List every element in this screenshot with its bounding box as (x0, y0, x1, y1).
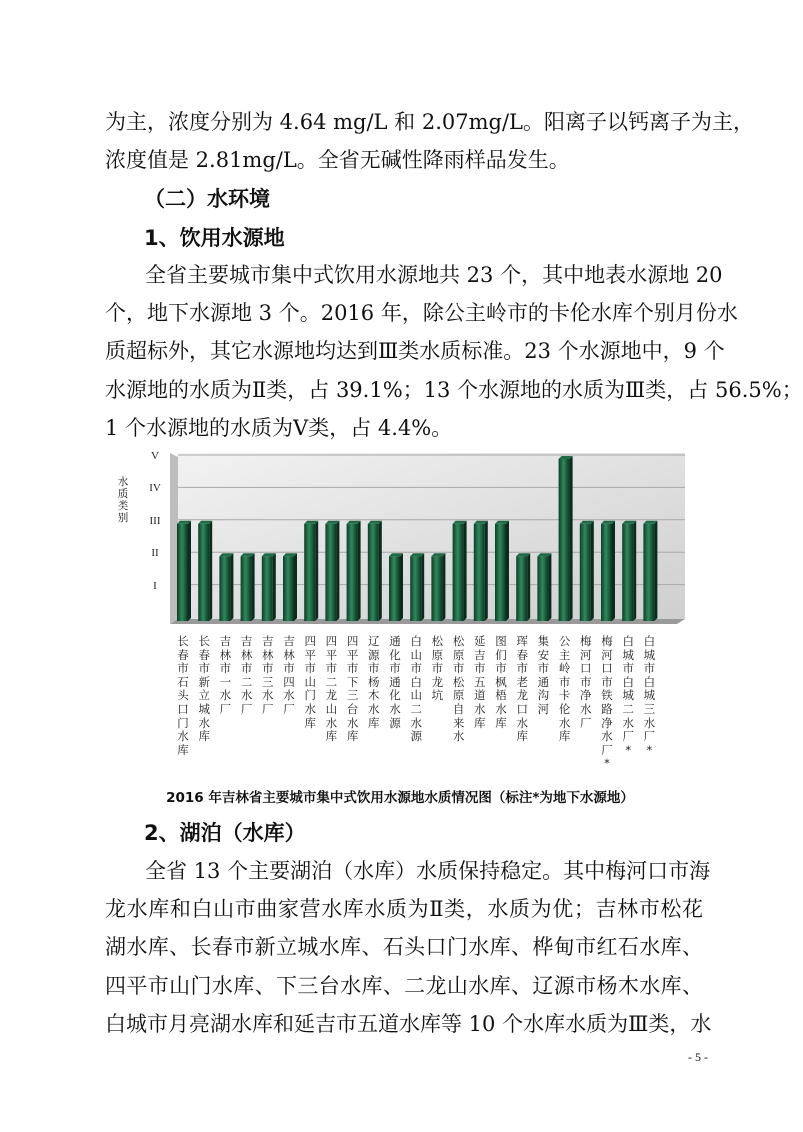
category-label: 通化市通化水源 (389, 634, 401, 730)
bar (580, 521, 594, 621)
category-label: 松原市松原自来水 (452, 634, 465, 744)
category-label: 辽源市杨木水库 (368, 634, 380, 730)
paragraph-1-line-2: 浓度值是 2.81mg/L。全省无碱性降雨样品发生。 (105, 148, 570, 172)
category-label: 吉林市三水厂 (262, 634, 274, 716)
category-label: 图们市枫梧水库 (495, 634, 507, 730)
section-heading: （二）水环境 (144, 187, 270, 211)
subheading-drinking-water: 1、饮用水源地 (144, 226, 285, 250)
category-label: 白城市白城三水厂* (643, 634, 656, 757)
bar (622, 521, 636, 621)
category-label: 吉林市二水厂 (240, 634, 253, 716)
bar (347, 521, 361, 621)
bar (219, 553, 233, 621)
paragraph-3-line-1: 全省 13 个主要湖泊（水库）水质保持稳定。其中梅河口市海 (145, 859, 711, 883)
paragraph-3-line-3: 湖水库、长春市新立城水库、石头口门水库、桦甸市红石水库、 (105, 935, 703, 959)
category-label: 公主岭市卡伦水库 (558, 634, 571, 744)
category-label: 白城市白城二水厂* (622, 634, 634, 757)
y-axis-label: 水质类别 (117, 476, 129, 524)
category-label: 吉林市四水厂 (283, 634, 295, 716)
bar (643, 521, 657, 621)
paragraph-2-line-4: 水源地的水质为Ⅱ类，占 39.1%；13 个水源地的水质为Ⅲ类，占 56.5%； (105, 378, 803, 402)
bar (474, 521, 488, 621)
category-label: 四平市山门水库 (304, 634, 316, 730)
category-label: 梅河口市净水厂 (580, 634, 592, 730)
bar (495, 521, 509, 621)
bar (389, 553, 403, 621)
category-label: 四平市下三台水库 (346, 634, 359, 744)
category-label: 四平市二龙山水库 (325, 634, 338, 744)
bar (431, 553, 445, 621)
bar (559, 456, 573, 621)
paragraph-3-line-4: 四平市山门水库、下三台水库、二龙山水库、辽源市杨木水库、 (105, 974, 703, 998)
chart-side-wall (170, 453, 178, 624)
bar (410, 553, 424, 621)
paragraph-2-line-2: 个，地下水源地 3 个。2016 年，除公主岭市的卡伦水库个别月份水 (105, 301, 738, 325)
paragraph-1-line-1: 为主，浓度分别为 4.64 mg/L 和 2.07mg/L。阳离子以钙离子为主， (105, 110, 754, 134)
category-label: 长春市石头口门水库 (177, 634, 189, 757)
category-label: 延吉市五道水库 (474, 634, 486, 730)
paragraph-3-line-2: 龙水库和白山市曲家营水库水质为Ⅱ类，水质为优；吉林市松花 (105, 897, 703, 921)
paragraph-2-line-5: 1 个水源地的水质为Ⅴ类，占 4.4%。 (105, 416, 453, 440)
category-label: 梅河口市铁路净水厂* (601, 634, 613, 771)
paragraph-3-line-5: 白城市月亮湖水库和延吉市五道水库等 10 个水库水质为Ⅲ类，水 (105, 1012, 712, 1036)
y-tick-label: I (153, 579, 157, 592)
bar (368, 521, 382, 621)
paragraph-2-line-1: 全省主要城市集中式饮用水源地共 23 个，其中地表水源地 20 (145, 263, 723, 287)
y-tick-label: V (151, 450, 159, 462)
subheading-lakes: 2、湖泊（水库） (144, 821, 306, 845)
bar (516, 553, 530, 621)
bar (304, 521, 318, 621)
page-number: - 5 - (688, 1050, 708, 1064)
y-tick-label: II (151, 547, 159, 560)
category-label: 集安市通沟河 (537, 634, 550, 716)
bar (283, 553, 297, 621)
category-label: 松原市龙坑 (431, 634, 444, 703)
category-label: 长春市新立城水库 (198, 634, 210, 744)
category-label: 吉林市一水厂 (219, 634, 232, 716)
bar (198, 521, 212, 621)
category-label: 珲春市老龙口水库 (516, 634, 528, 744)
bar (177, 521, 191, 621)
paragraph-2-line-3: 质超标外，其它水源地均达到Ⅲ类水质标准。23 个水源地中，9 个 (105, 339, 725, 363)
y-tick-label: III (149, 514, 161, 527)
bar (325, 521, 339, 621)
category-label: 白山市白山二水源 (410, 634, 422, 744)
bar (601, 521, 615, 621)
bar (241, 553, 255, 621)
chart-caption: 2016 年吉林省主要城市集中式饮用水源地水质情况图（标注*为地下水源地） (166, 790, 634, 806)
bar (453, 521, 467, 621)
bar (537, 553, 551, 621)
y-tick-label: IV (149, 482, 161, 495)
bar (262, 553, 276, 621)
